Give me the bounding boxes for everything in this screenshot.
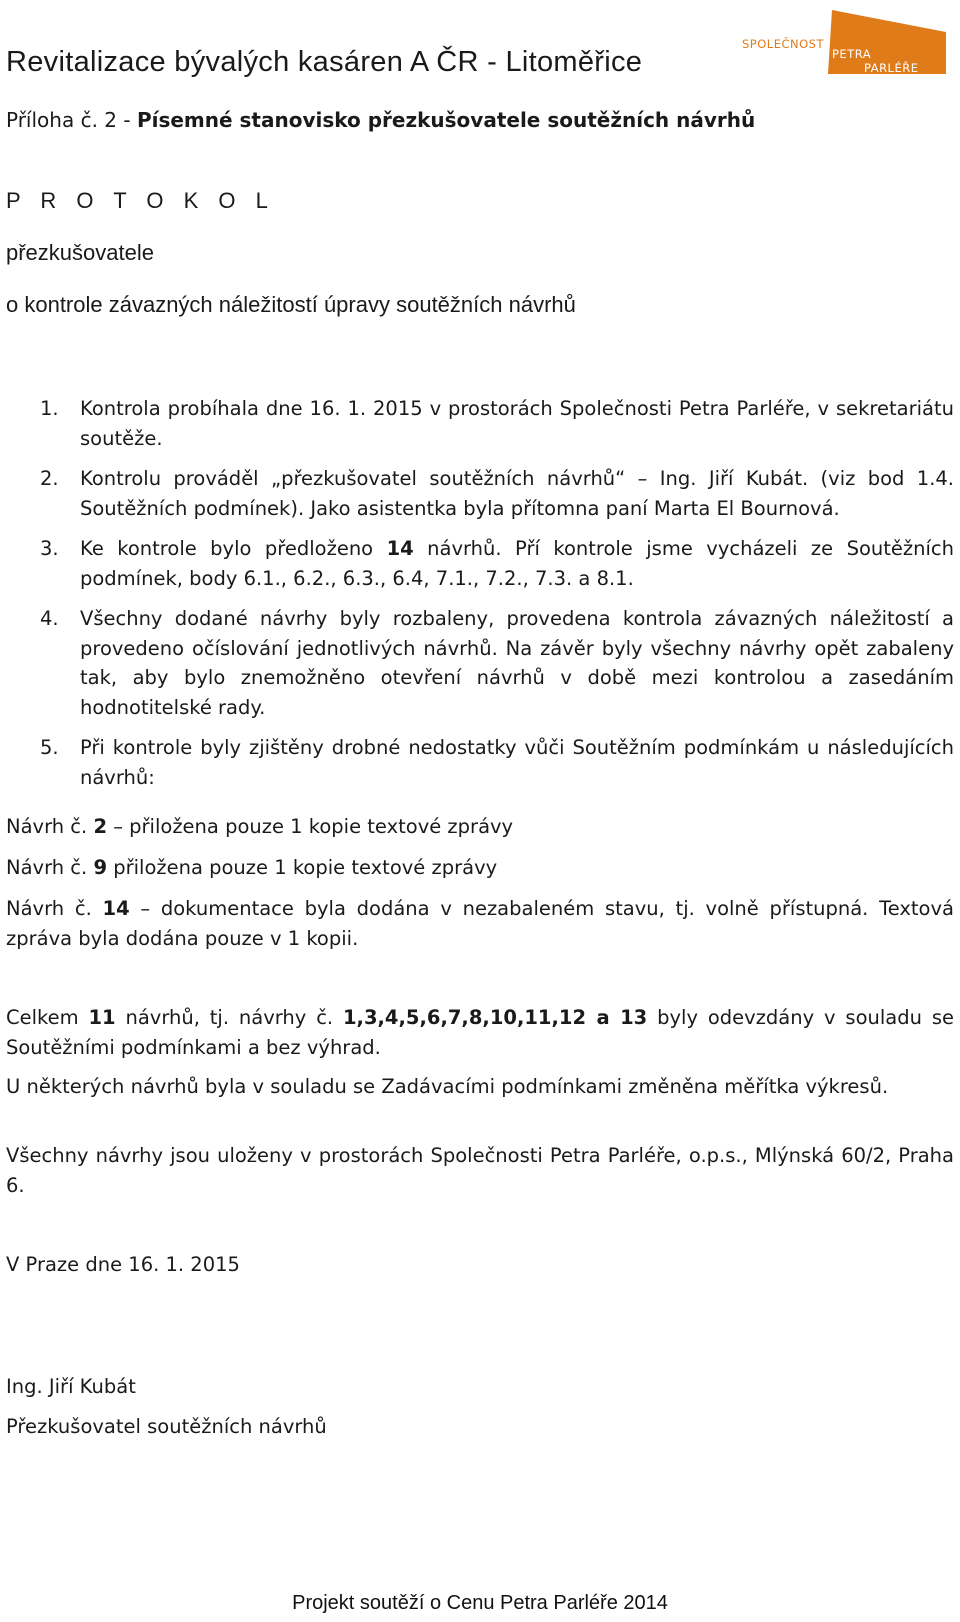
- defect-item: [6, 894, 954, 953]
- protocol-subtitle-1: přezkušovatele: [6, 240, 154, 265]
- place-date: V Praze dne 16. 1. 2015: [6, 1253, 240, 1276]
- defect-text: přiložena pouze 1 kopie textové zprávy: [107, 856, 498, 879]
- defect-text: – přiložena pouze 1 kopie textové zprávy: [107, 815, 514, 838]
- logo-text-1: SPOLEČNOST: [742, 37, 824, 51]
- page-footer: Projekt soutěží o Cenu Petra Parléře 2014: [292, 1592, 668, 1614]
- storage-note: Všechny návrhy jsou uloženy v prostorách Společnosti Petra Parléře, o.p.s., Mlýnská 60/2, Praha 6.: [6, 1144, 954, 1197]
- logo-text-3: PARLÉŘE: [864, 61, 919, 75]
- list-item: [6, 733, 954, 792]
- list-item-text: Všechny dodané návrhy byly rozbaleny, provedena kontrola závazných náležitostí a provedeno očíslování jednotlivých návrhů. Na závěr byly všechny návrhy opět zabaleny tak, aby bylo znemožněno otevření návrhů v době mezi kontrolou a zasedáním hodnotitelské rady.: [80, 607, 954, 719]
- list-item-number: 5.: [40, 736, 59, 759]
- defect-number: 2: [93, 815, 108, 838]
- numbered-list: [6, 394, 954, 803]
- attachment-title: Písemné stanovisko přezkušovatele soutěžních návrhů: [136, 108, 756, 132]
- signature-name: Ing. Jiří Kubát: [6, 1375, 136, 1398]
- logo-text-2: PETRA: [832, 47, 872, 61]
- proposal-count: 14: [386, 537, 414, 560]
- list-item-text: Kontrola probíhala dne 16. 1. 2015 v prostorách Společnosti Petra Parléře, v sekretariátu soutěže.: [80, 397, 954, 450]
- attachment-heading: [6, 108, 755, 132]
- defect-item: [6, 812, 954, 842]
- accepted-count: 11: [88, 1006, 116, 1029]
- summary-text-a: Celkem: [6, 1006, 89, 1029]
- defect-prefix: Návrh č.: [6, 856, 94, 879]
- summary-text-c: návrhů, tj. návrhy č.: [115, 1006, 343, 1029]
- signature-role: Přezkušovatel soutěžních návrhů: [6, 1415, 327, 1438]
- defect-prefix: Návrh č.: [6, 897, 103, 920]
- list-item-number: 3.: [40, 537, 59, 560]
- summary-text-e: byly odevzdány v souladu se Soutěžními podmínkami a bez výhrad.: [6, 1006, 954, 1059]
- list-item-number: 4.: [40, 607, 59, 630]
- summary-paragraph: [6, 1003, 954, 1062]
- list-item: [6, 534, 954, 593]
- protocol-heading: P R O T O K O L: [6, 188, 275, 213]
- list-item-text: Při kontrole byly zjištěny drobné nedostatky vůči Soutěžním podmínkám u následujících návrhů:: [80, 736, 954, 789]
- list-item-text: Kontrolu prováděl „přezkušovatel soutěžních návrhů“ – Ing. Jiří Kubát. (viz bod 1.4. Soutěžních podmínek). Jako asistentka byla přítomna paní Marta El Bournová.: [80, 467, 954, 520]
- document-title: Revitalizace bývalých kasáren A ČR - Litoměřice: [6, 46, 643, 78]
- defect-text: – dokumentace byla dodána v nezabaleném stavu, tj. volně přístupná. Textová zpráva byla dodána pouze v 1 kopii.: [6, 897, 954, 950]
- scale-note: U některých návrhů byla v souladu se Zadávacími podmínkami změněna měřítka výkresů.: [6, 1075, 889, 1098]
- defect-number: 9: [93, 856, 108, 879]
- list-item-number: 2.: [40, 467, 59, 490]
- company-logo: [740, 2, 954, 80]
- protocol-subtitle-2: o kontrole závazných náležitostí úpravy soutěžních návrhů: [6, 292, 576, 317]
- accepted-list: 1,3,4,5,6,7,8,10,11,12 a 13: [342, 1006, 648, 1029]
- list-item: [6, 394, 954, 453]
- list-item: [6, 604, 954, 722]
- defect-item: [6, 853, 954, 883]
- list-item-text: [80, 534, 954, 593]
- attachment-prefix: Příloha č. 2 -: [6, 108, 137, 132]
- defect-number: 14: [102, 897, 130, 920]
- list-item-number: 1.: [40, 397, 59, 420]
- list-item-text-c: návrhů. Pří kontrole jsme vycházeli ze Soutěžních podmínek, body 6.1., 6.2., 6.3., 6.4, 7.1., 7.2., 7.3. a 8.1.: [80, 537, 954, 590]
- list-item: [6, 464, 954, 523]
- defect-prefix: Návrh č.: [6, 815, 94, 838]
- list-item-text-a: Ke kontrole bylo předloženo: [80, 537, 387, 560]
